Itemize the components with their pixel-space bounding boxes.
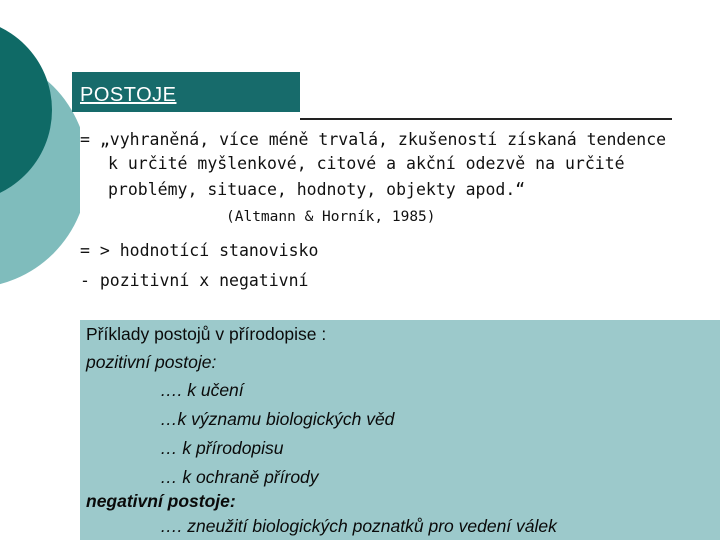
page-title: POSTOJE [80, 84, 177, 106]
evaluation-line: = > hodnotící stanovisko [80, 241, 319, 260]
negative-attitudes-label: negativní postoje: [86, 491, 236, 511]
polarity-line: - pozitivní x negativní [80, 271, 309, 290]
definition-line-3: problémy, situace, hodnoty, objekty apod.“ [108, 180, 526, 199]
citation: (Altmann & Horník, 1985) [226, 209, 436, 225]
list-item: …k významu biologických věd [160, 409, 395, 429]
list-item: … k ochraně přírody [160, 467, 319, 487]
list-item: …. k učení [160, 380, 244, 400]
list-item: … k přírodopisu [160, 438, 284, 458]
definition-line-2: k určité myšlenkové, citové a akční odezvě na určité [108, 154, 625, 173]
definition-line-1: = „vyhraněná, více méně trvalá, zkušeností získaná tendence [80, 130, 667, 149]
examples-box [80, 320, 720, 540]
positive-attitudes-label: pozitivní postoje: [86, 352, 217, 372]
list-item: …. zneužití biologických poznatků pro vedení válek [160, 516, 557, 536]
examples-heading: Příklady postojů v přírodopise : [86, 324, 327, 344]
title-box [72, 72, 300, 112]
slide-decoration [0, 0, 80, 300]
title-underline-rule [300, 118, 672, 120]
